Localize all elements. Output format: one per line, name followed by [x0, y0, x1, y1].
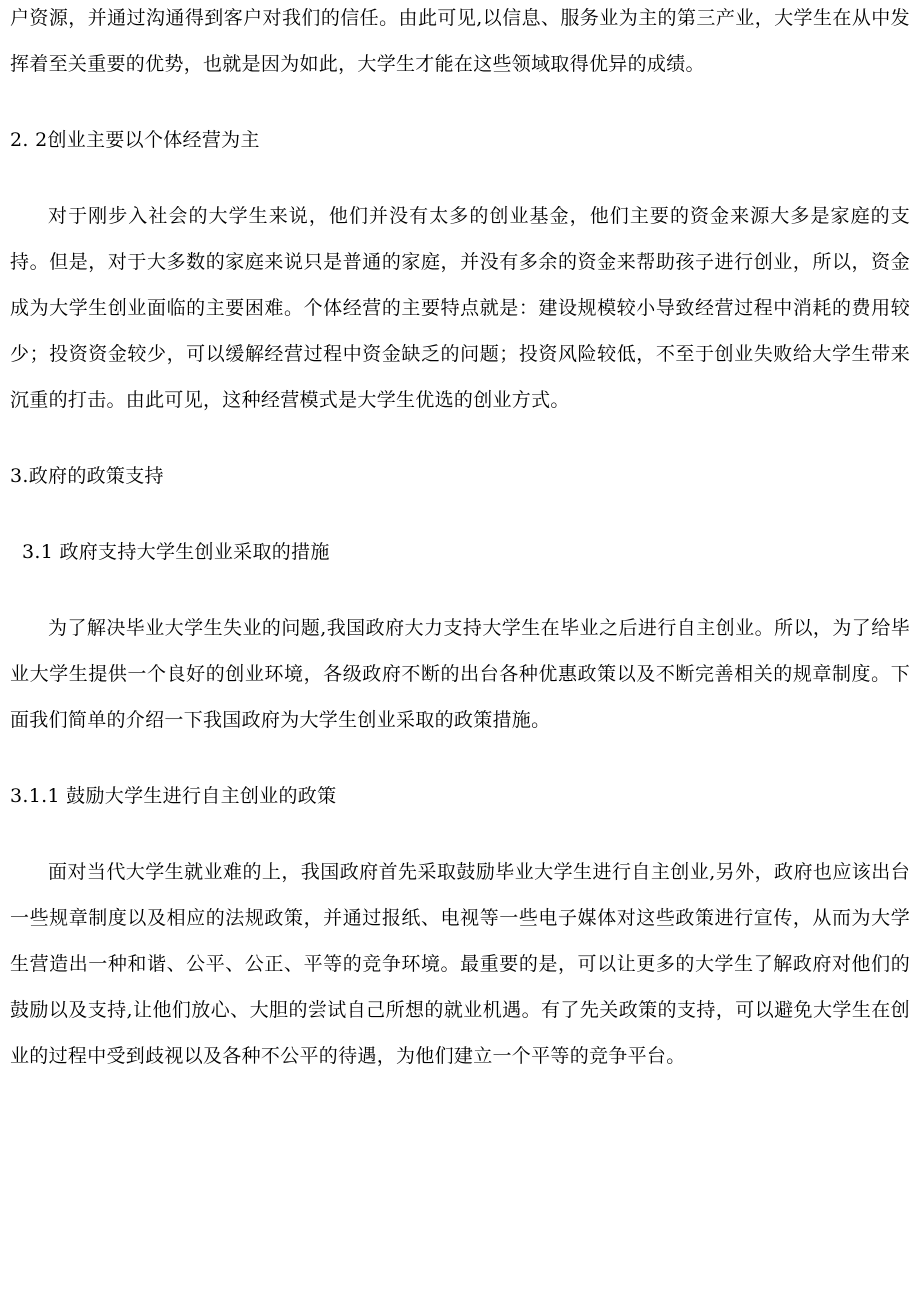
- spacer: [10, 163, 910, 193]
- section-heading-3-1-1: 3.1.1 鼓励大学生进行自主创业的政策: [10, 785, 337, 807]
- paragraph-encourage-policy: 面对当代大学生就业难的上，我国政府首先采取鼓励毕业大学生进行自主创业,另外，政府也应该出台一些规章制度以及相应的法规政策，并通过报纸、电视等一些电子媒体对这些政策进行宣传，从而为大学生营造出一种和谐、公平、公正、平等的竞争环境。最重要的是，可以让更多的大学生了解政府对他们的鼓励以及支持,让他们放心、大胆的尝试自己所想的就业机遇。有了先关政策的支持，可以避免大学生在创业的过程中受到歧视以及各种不公平的待遇，为他们建立一个平等的竞争平台。: [10, 861, 910, 1067]
- section-heading-2-2: 2. 2创业主要以个体经营为主: [10, 129, 260, 151]
- paragraph-continuation: 户资源，并通过沟通得到客户对我们的信任。由此可见,以信息、服务业为主的第三产业，大学生在从中发挥着至关重要的优势，也就是因为如此，大学生才能在这些领域取得优异的成绩。: [10, 7, 910, 75]
- section-heading-3-1: 3.1 政府支持大学生创业采取的措施: [22, 541, 330, 563]
- spacer: [10, 423, 910, 453]
- paragraph-individual-business: 对于刚步入社会的大学生来说，他们并没有太多的创业基金，他们主要的资金来源大多是家庭的支持。但是，对于大多数的家庭来说只是普通的家庭，并没有多余的资金来帮助孩子进行创业，所以，资金成为大学生创业面临的主要困难。个体经营的主要特点就是：建设规模较小导致经营过程中消耗的费用较少；投资资金较少，可以缓解经营过程中资金缺乏的问题；投资风险较低，不至于创业失败给大学生带来沉重的打击。由此可见，这种经营模式是大学生优选的创业方式。: [10, 205, 910, 411]
- section-heading-3: 3.政府的政策支持: [10, 465, 164, 487]
- spacer: [10, 819, 910, 849]
- spacer: [10, 87, 910, 117]
- spacer: [10, 575, 910, 605]
- spacer: [10, 743, 910, 773]
- paragraph-government-measures: 为了解决毕业大学生失业的问题,我国政府大力支持大学生在毕业之后进行自主创业。所以，为了给毕业大学生提供一个良好的创业环境，各级政府不断的出台各种优惠政策以及不断完善相关的规章制度。下面我们简单的介绍一下我国政府为大学生创业采取的政策措施。: [10, 617, 910, 731]
- spacer: [10, 499, 910, 529]
